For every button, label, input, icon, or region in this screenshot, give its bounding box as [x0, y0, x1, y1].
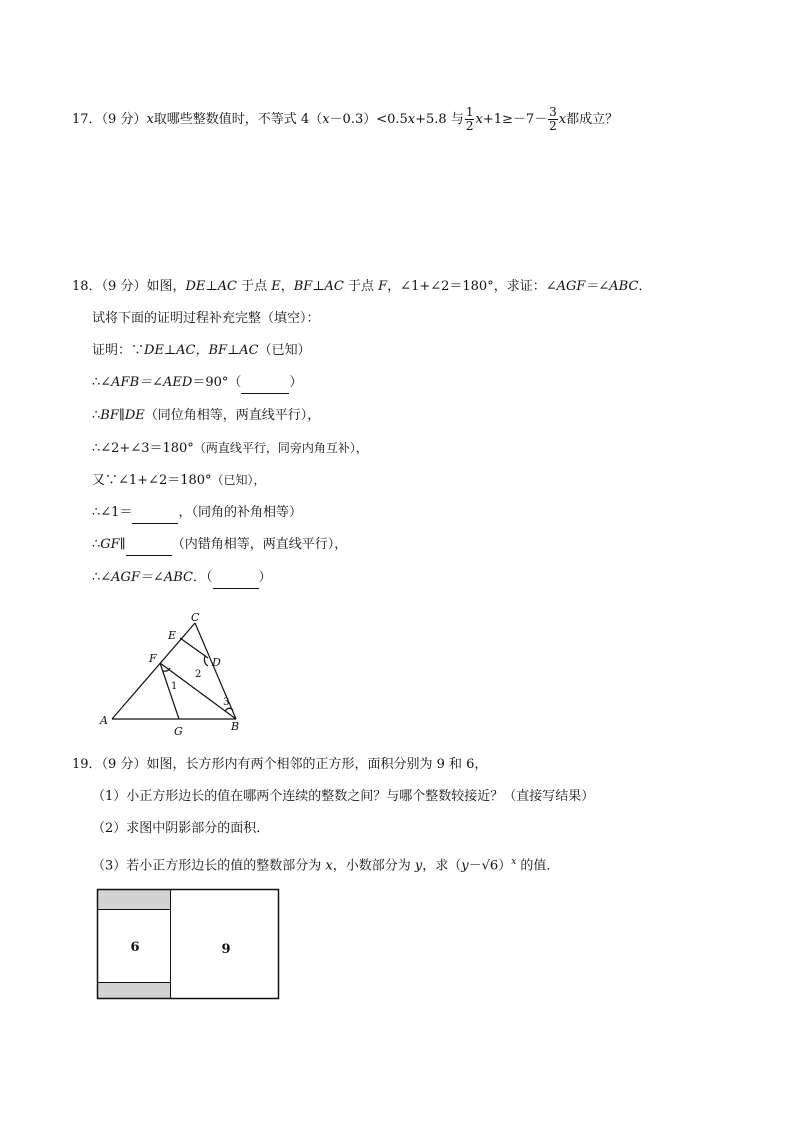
q17-frac2-num: 3 — [549, 105, 557, 119]
q18-proof-line-6 — [92, 503, 302, 524]
q18-proof-line-1 — [92, 341, 311, 361]
question-18-stem — [72, 277, 651, 297]
q18-number: 18． — [72, 279, 102, 294]
q18-p2-d: ） — [289, 375, 303, 390]
big-square-label: 9 — [221, 942, 231, 957]
q19-p3-a: （3）若小正方形边长的值的整数部分为 — [92, 858, 326, 874]
q18-p6-a: ∴∠1＝ — [92, 505, 133, 520]
q19-p3-b: ，小数部分为 — [332, 858, 415, 874]
q18-p3-c: （同位角相等，两直线平行）， — [144, 408, 321, 423]
q17-text-e: 都成立？ — [566, 112, 619, 127]
label-b: B — [231, 720, 240, 733]
q18-blank-3[interactable] — [126, 535, 172, 556]
q19-part-1: （1）小正方形边长的值在哪两个连续的整数之间？与哪个整数较接近？（直接写结果） — [92, 789, 595, 804]
q17-fraction-2 — [548, 106, 558, 133]
q19-p3-d: － — [468, 858, 482, 874]
q18-goal: ∠AGF＝∠ABC — [545, 279, 639, 294]
q18-blank-1[interactable] — [241, 373, 289, 394]
q18-proof-line-2 — [92, 373, 302, 394]
q18-proof-line-5 — [92, 470, 266, 491]
q18-stem-b: 于点 — [236, 279, 272, 294]
q17-frac1-num: 1 — [465, 105, 474, 119]
q18-p1-a: 证明：∵ — [92, 343, 145, 358]
q19-score: （9 分） — [101, 757, 147, 772]
q19-p3-y: y — [414, 858, 423, 874]
q18-score: （9 分） — [101, 279, 147, 294]
q17-fraction-1 — [465, 106, 475, 133]
q18-p4-b: （两直线平行，同旁内角互补）， — [193, 441, 368, 455]
q18-p7-b: GF∥ — [100, 537, 126, 552]
q18-blank-2[interactable] — [132, 503, 178, 524]
q17-score: （9 分） — [101, 112, 147, 127]
label-c: C — [191, 611, 200, 624]
q18-p8-a: ∴ — [92, 570, 101, 585]
q17-frac2-den: 2 — [549, 119, 557, 133]
q19-p3-e: ） — [498, 858, 512, 874]
q19-p3-exp: x — [511, 857, 517, 867]
q18-instruction: 试将下面的证明过程补充完整（填空）： — [92, 311, 320, 326]
q18-p8-b: ∠AGF＝∠ABC — [100, 570, 193, 585]
q18-point-f: F — [378, 279, 388, 294]
q17-var-2: x — [322, 112, 330, 127]
q18-triangle-figure — [95, 608, 275, 748]
label-angle-3: 3 — [223, 697, 230, 708]
q19-rectangle-figure — [96, 888, 280, 1000]
q17-text-c: +5.8 与 — [415, 112, 464, 127]
segment-de — [180, 638, 208, 658]
shaded-region-top — [98, 890, 171, 910]
q17-text-b: －0.3）<0.5 — [329, 112, 408, 127]
q18-stem-d: 于点 — [343, 279, 379, 294]
label-e: E — [168, 629, 177, 642]
q18-p1-c: （已知） — [258, 343, 311, 358]
q19-p3-f: 的值． — [516, 858, 560, 874]
small-square-label: 6 — [130, 940, 140, 955]
q18-p1-b: DE⊥AC，BF⊥AC — [144, 343, 259, 358]
shaded-region-bottom — [98, 983, 171, 999]
q18-p8-c: ．（ — [193, 570, 213, 585]
q18-bf-ac: BF⊥AC — [293, 279, 344, 294]
q17-var-5: x — [558, 112, 567, 127]
q17-var: x — [146, 112, 154, 127]
label-f: F — [149, 652, 157, 665]
q17-var-3: x — [407, 112, 416, 127]
q18-p2-b: ∠AFB＝∠AED — [100, 375, 193, 390]
label-g: G — [174, 725, 183, 738]
q18-proof-line-3 — [92, 406, 320, 426]
q19-part-3 — [92, 852, 559, 876]
q18-proof-line-7 — [92, 535, 347, 556]
question-19-stem — [72, 755, 487, 775]
q18-p5-b: （已知）， — [211, 473, 266, 487]
q18-de-ac: DE⊥AC — [185, 279, 237, 294]
q19-stem: 如图，长方形内有两个相邻的正方形，面积分别为 9 和 6， — [146, 757, 488, 772]
q18-p3-a: ∴ — [92, 408, 101, 423]
q18-proof-line-4 — [92, 438, 368, 459]
q18-proof-line-8 — [92, 568, 272, 589]
label-d: D — [212, 656, 221, 669]
q18-p8-d: ） — [258, 570, 272, 585]
q18-stem-c: ， — [280, 279, 294, 294]
label-angle-2: 2 — [195, 669, 202, 680]
q17-frac1-den: 2 — [465, 119, 474, 133]
q18-blank-4[interactable] — [213, 568, 259, 589]
q18-p6-b: ，（同角的补角相等） — [178, 505, 302, 520]
segment-ac — [112, 623, 195, 719]
label-a: A — [100, 714, 108, 727]
q18-p4-a: ∴∠2+∠3＝180° — [92, 441, 194, 456]
q18-stem-a: 如图， — [146, 279, 186, 294]
q18-p2-c: ＝90°（ — [192, 375, 242, 390]
q19-p3-sqrt: √6 — [481, 858, 499, 874]
q18-p7-a: ∴ — [92, 537, 101, 552]
q17-number: 17． — [72, 112, 102, 127]
q18-p7-c: （内错角相等，两直线平行）， — [171, 537, 348, 552]
q19-part-2: （2）求图中阴影部分的面积． — [92, 821, 270, 836]
q17-var-4: x — [475, 112, 483, 127]
q18-p2-a: ∴ — [92, 375, 101, 390]
q19-p3-y2: y — [461, 858, 469, 874]
q19-number: 19． — [72, 757, 102, 772]
q18-p3-b: BF∥DE — [100, 408, 145, 423]
q18-point-e: E — [271, 279, 281, 294]
q19-p3-c: ，求（ — [422, 858, 462, 874]
q17-text-d: +1≥－7－ — [482, 112, 548, 127]
q18-stem-f: ． — [638, 279, 652, 294]
question-17 — [72, 106, 618, 133]
q18-stem-e: ，∠1+∠2＝180°，求证： — [387, 279, 546, 294]
q19-p3-x: x — [325, 858, 333, 874]
label-angle-1: 1 — [171, 681, 178, 692]
q17-text-a: 取哪些整数值时，不等式 4（ — [153, 112, 323, 127]
q18-p5-a: 又∵∠1+∠2＝180° — [92, 473, 212, 488]
